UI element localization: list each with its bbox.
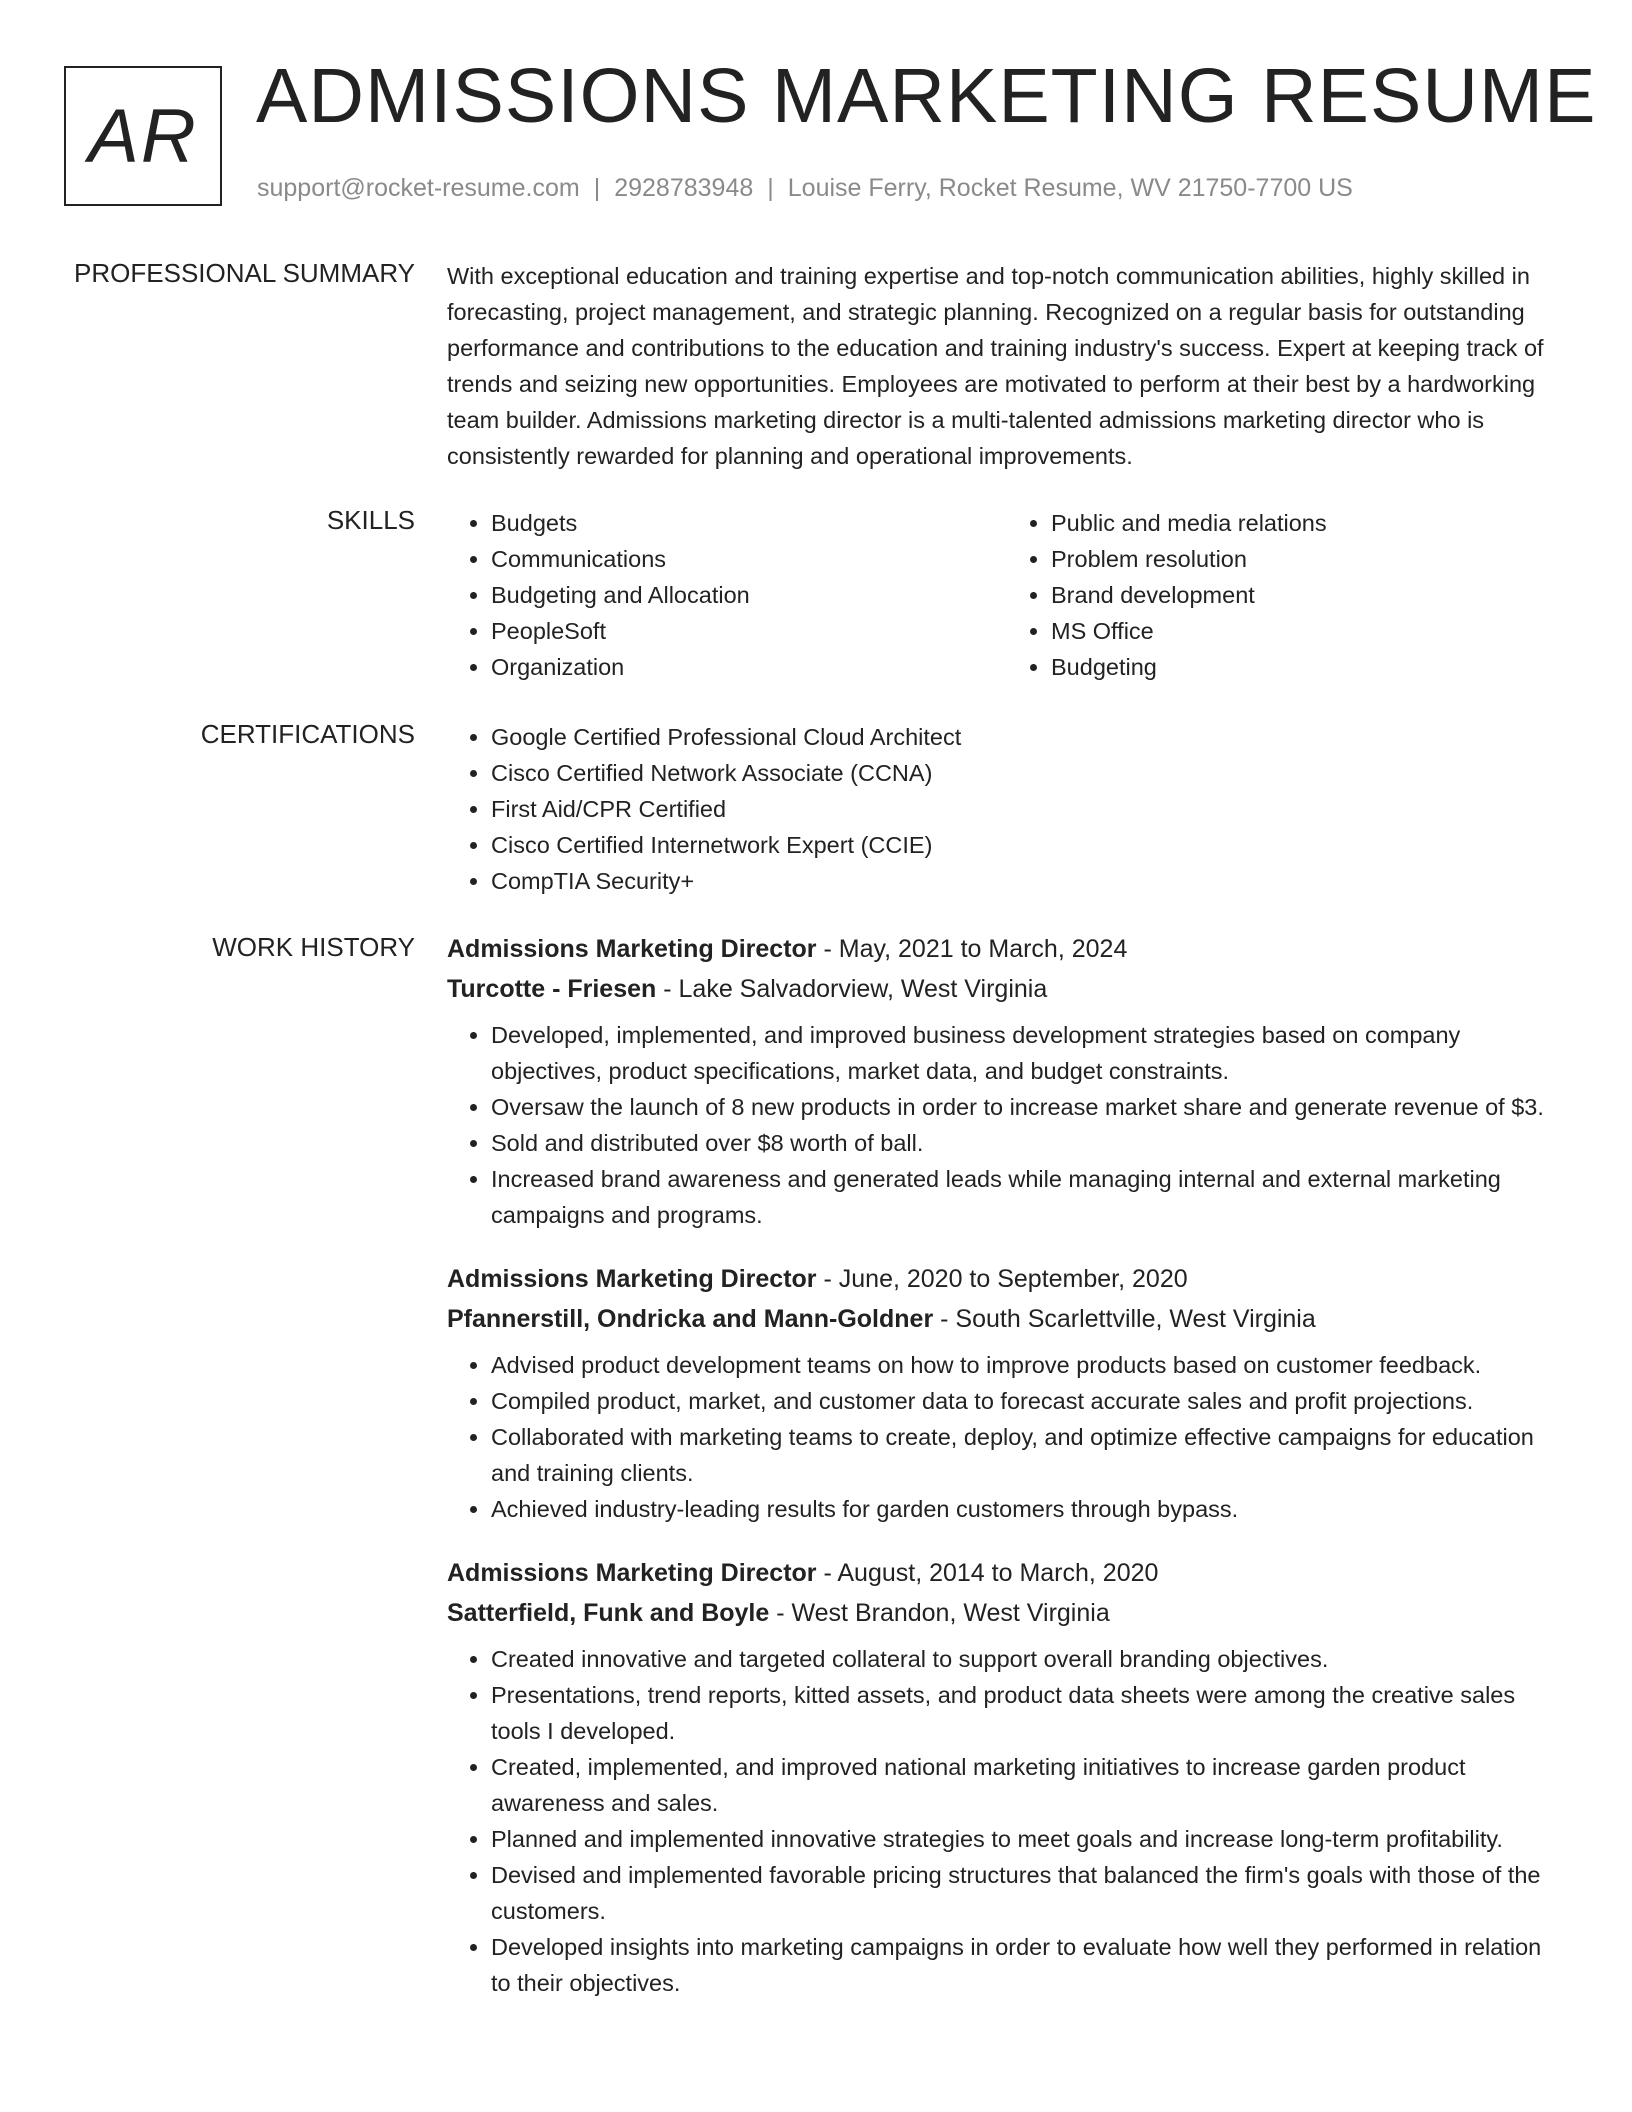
section-label-skills: SKILLS — [326, 505, 415, 535]
list-item: • Created, implemented, and improved national marketing initiatives to increase garden product awareness and sales. — [491, 1749, 1567, 1821]
job-title-line — [447, 929, 1567, 969]
list-item: • Developed, implemented, and improved business development strategies based on company objectives, product specifications, market data, and budget constraints. — [491, 1017, 1567, 1089]
job-company-line — [447, 1299, 1567, 1339]
job-company: Pfannerstill, Ondricka and Mann-Goldner — [447, 1305, 934, 1333]
contact-phone: 2928783948 — [614, 174, 754, 202]
list-item: • Achieved industry-leading results for garden customers through bypass. — [491, 1491, 1567, 1527]
list-item: • Created innovative and targeted collateral to support overall branding objectives. — [491, 1641, 1567, 1677]
job-title-line — [447, 1259, 1567, 1299]
job-company-line — [447, 969, 1567, 1009]
contact-line — [257, 174, 1353, 203]
job-title: Admissions Marketing Director — [447, 935, 817, 963]
job-location: - West Brandon, West Virginia — [776, 1599, 1110, 1627]
monogram-logo: AR — [64, 66, 222, 206]
list-item: • Increased brand awareness and generated leads while managing internal and external marketing campaigns and programs. — [491, 1161, 1567, 1233]
contact-separator: | — [767, 174, 774, 202]
work-body — [447, 929, 1567, 2027]
certifications-body — [447, 719, 1567, 899]
list-item: • Problem resolution — [1051, 541, 1567, 577]
contact-separator: | — [593, 174, 601, 202]
contact-address: Louise Ferry, Rocket Resume, WV 21750-7700 US — [787, 174, 1353, 202]
list-item: • Oversaw the launch of 8 new products in order to increase market share and generate revenue of $3. — [491, 1089, 1567, 1125]
resume-title: ADMISSIONS MARKETING RESUME — [256, 53, 1597, 139]
list-item: • Organization — [491, 649, 1007, 685]
job-company-line — [447, 1593, 1567, 1633]
list-item: • PeopleSoft — [491, 613, 1007, 649]
list-item: • Presentations, trend reports, kitted assets, and product data sheets were among the creative sales tools I developed. — [491, 1677, 1567, 1749]
job-bullets — [447, 1347, 1567, 1527]
job-bullets — [447, 1017, 1567, 1233]
list-item: • First Aid/CPR Certified — [491, 791, 1567, 827]
summary-body — [447, 258, 1567, 474]
skills-list-right — [1007, 505, 1567, 685]
job-location: - Lake Salvadorview, West Virginia — [663, 975, 1048, 1003]
summary-text: With exceptional education and training expertise and top-notch communication abilities, highly skilled in forecasting, project management, and strategic planning. Recognized on a regular basis for outstanding performance and contributions to the education and training industry's success. Expert at keeping track of trends and seizing new opportunities. Employees are motivated to perform at their best by a hardworking team builder. Admissions marketing director is a multi-talented admissions marketing director who is consistently rewarded for planning and operational improvements. — [447, 263, 1544, 469]
list-item: • Cisco Certified Internetwork Expert (CCIE) — [491, 827, 1567, 863]
job-dates: - June, 2020 to September, 2020 — [823, 1265, 1188, 1293]
list-item: • Compiled product, market, and customer data to forecast accurate sales and profit projections. — [491, 1383, 1567, 1419]
list-item: • Developed insights into marketing campaigns in order to evaluate how well they performed in relation to their objectives. — [491, 1929, 1567, 2001]
list-item: • Sold and distributed over $8 worth of ball. — [491, 1125, 1567, 1161]
list-item: • Collaborated with marketing teams to create, deploy, and optimize effective campaigns for education and training clients. — [491, 1419, 1567, 1491]
job-entry — [447, 1553, 1567, 2001]
job-title: Admissions Marketing Director — [447, 1559, 817, 1587]
job-dates: - August, 2014 to March, 2020 — [823, 1559, 1159, 1587]
list-item: • Google Certified Professional Cloud Architect — [491, 719, 1567, 755]
list-item: • Advised product development teams on how to improve products based on customer feedback. — [491, 1347, 1567, 1383]
list-item: • Devised and implemented favorable pricing structures that balanced the firm's goals with those of the customers. — [491, 1857, 1567, 1929]
list-item: • Budgeting and Allocation — [491, 577, 1007, 613]
job-company: Turcotte - Friesen — [447, 975, 657, 1003]
section-label-certifications: CERTIFICATIONS — [200, 719, 415, 749]
job-company: Satterfield, Funk and Boyle — [447, 1599, 770, 1627]
job-location: - South Scarlettville, West Virginia — [940, 1305, 1316, 1333]
list-item: • Cisco Certified Network Associate (CCNA) — [491, 755, 1567, 791]
job-entry — [447, 929, 1567, 1233]
list-item: • MS Office — [1051, 613, 1567, 649]
job-dates: - May, 2021 to March, 2024 — [823, 935, 1128, 963]
job-title-line — [447, 1553, 1567, 1593]
list-item: • Budgeting — [1051, 649, 1567, 685]
list-item: • Budgets — [491, 505, 1007, 541]
list-item: • Public and media relations — [1051, 505, 1567, 541]
contact-email: support@rocket-resume.com — [257, 174, 580, 202]
section-label-summary: PROFESSIONAL SUMMARY — [74, 258, 415, 288]
job-entry — [447, 1259, 1567, 1527]
list-item: • CompTIA Security+ — [491, 863, 1567, 899]
job-title: Admissions Marketing Director — [447, 1265, 817, 1293]
list-item: • Planned and implemented innovative strategies to meet goals and increase long-term profitability. — [491, 1821, 1567, 1857]
certifications-list — [447, 719, 1567, 899]
list-item: • Brand development — [1051, 577, 1567, 613]
section-label-work: WORK HISTORY — [212, 932, 415, 962]
job-bullets — [447, 1641, 1567, 2001]
skills-body — [447, 505, 1567, 685]
list-item: • Communications — [491, 541, 1007, 577]
skills-list-left — [447, 505, 1007, 685]
